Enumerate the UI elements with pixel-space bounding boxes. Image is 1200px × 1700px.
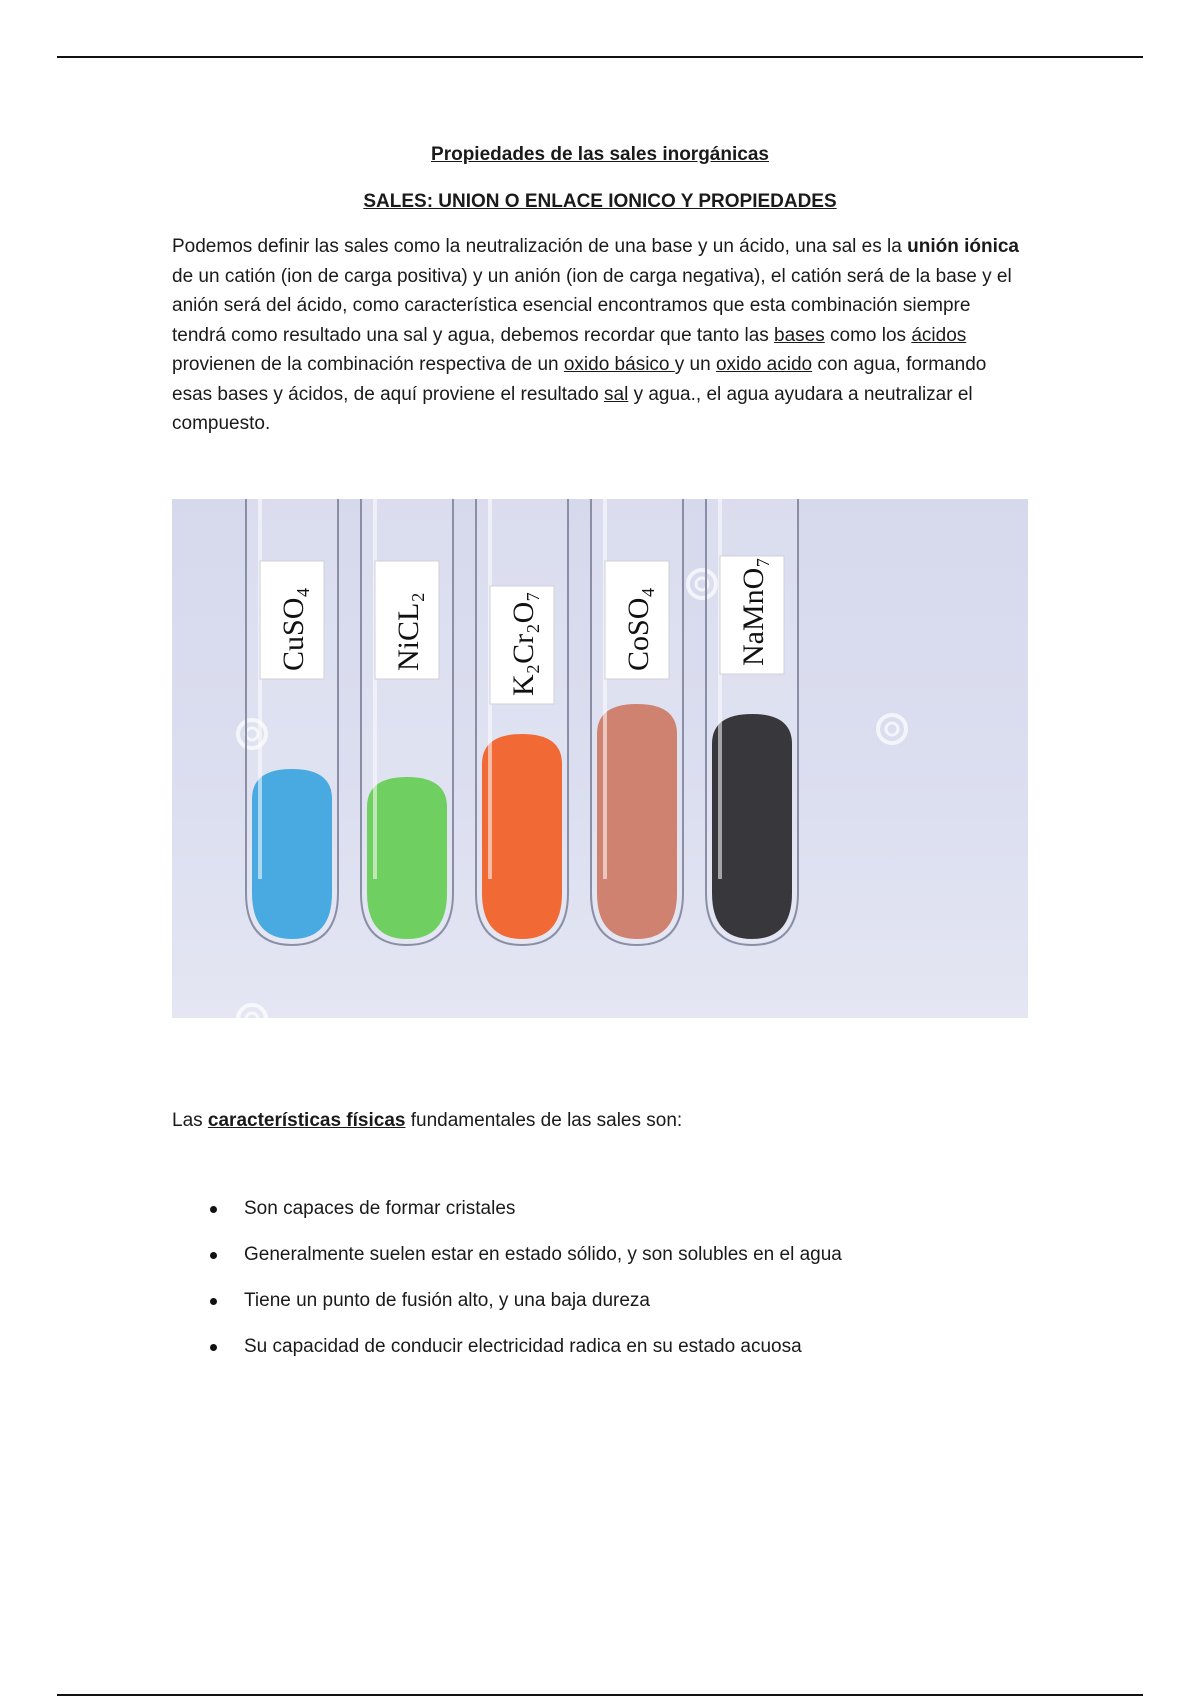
tube-label-text: NiCL₂ — [392, 592, 425, 671]
watermark-spiral-icon — [878, 715, 906, 743]
bullet-icon — [210, 1298, 217, 1305]
intro-bold-term: características físicas — [207, 1110, 406, 1131]
bullet-icon — [210, 1206, 217, 1213]
paragraph-text: como los — [824, 324, 912, 346]
list-item-text: Tiene un punto de fusión alto, y una baja dureza — [244, 1290, 650, 1311]
paragraph-bold-term: unión iónica — [907, 236, 1019, 257]
list-item-text: Generalmente suelen estar en estado sólido, y son solubles en el agua — [244, 1244, 842, 1265]
list-item — [172, 1244, 1028, 1290]
tube-label-text: CoSO₄ — [622, 587, 655, 671]
list-item — [172, 1336, 1028, 1382]
list-item — [172, 1290, 1028, 1336]
intro-text: fundamentales de las sales son: — [405, 1110, 683, 1131]
paragraph-underlined-term: bases — [774, 324, 825, 346]
paragraph-text: con agua, formando esas bases y ácidos, de aquí proviene el resultado — [172, 354, 987, 405]
tube-label-text: CuSO₄ — [277, 587, 310, 671]
tube-label-text: NaMnO₇ — [737, 557, 770, 666]
paragraph-text: de un catión (ion de carga positiva) y un anión (ion de carga negativa), el catión será de la base y el anión será del ácido, como característica esencial encontramos que esta combinación siempre tendrá como resultado una sal y agua, debemos recordar que tanto las — [172, 265, 1012, 346]
bullet-icon — [210, 1252, 217, 1259]
watermark-spiral-icon — [886, 723, 898, 735]
list-item-text: Son capaces de formar cristales — [244, 1198, 516, 1219]
test-tubes-illustration — [172, 499, 1028, 1018]
section-subtitle: SALES: UNION O ENLACE IONICO Y PROPIEDADES — [363, 191, 837, 212]
page-title: Propiedades de las sales inorgánicas — [431, 144, 769, 165]
list-item — [172, 1198, 1028, 1244]
characteristics-list — [172, 1198, 1028, 1382]
bullet-icon — [210, 1344, 217, 1351]
paragraph-underlined-term: oxido básico — [563, 354, 675, 375]
bottom-rule — [57, 1694, 1143, 1696]
paragraph-text: Podemos definir las sales como la neutralización de una base y un ácido, una sal es la — [172, 236, 908, 257]
characteristics-intro — [172, 1110, 682, 1132]
test-tubes-photo — [172, 499, 1028, 1018]
paragraph-text: y un — [674, 354, 716, 375]
list-item-text: Su capacidad de conducir electricidad radica en su estado acuosa — [244, 1336, 802, 1357]
paragraph-text: provienen de la combinación respectiva de un — [172, 354, 564, 375]
paragraph-underlined-term: ácidos — [911, 324, 967, 346]
paragraph-underlined-term: sal — [604, 383, 629, 405]
paragraph-underlined-term: oxido acido — [715, 354, 813, 375]
top-rule — [57, 56, 1143, 58]
intro-text: Las — [172, 1110, 208, 1131]
tube-label-text: K₂Cr₂O₇ — [507, 591, 540, 696]
paragraph-text: y agua., el agua ayudara a neutralizar el compuesto. — [172, 383, 973, 434]
intro-paragraph — [172, 232, 1022, 439]
watermark-spiral-icon — [246, 1013, 258, 1018]
